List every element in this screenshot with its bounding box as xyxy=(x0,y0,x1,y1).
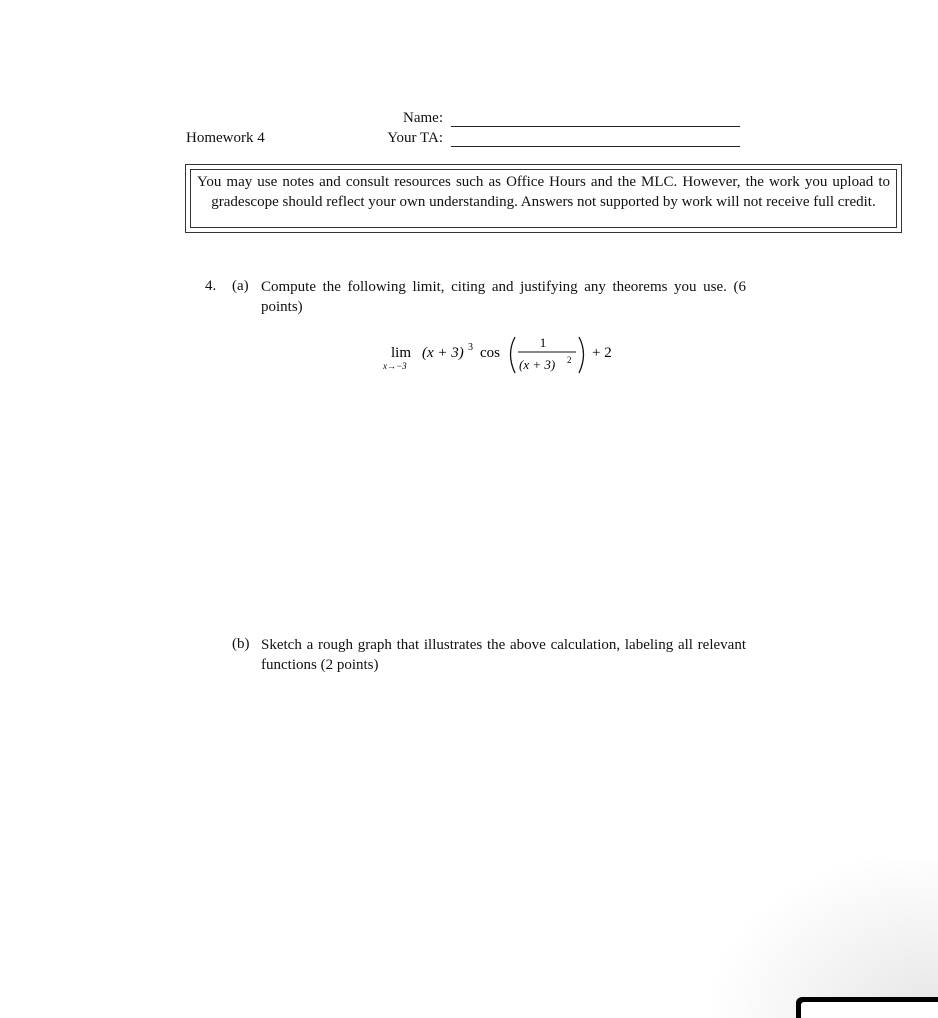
name-blank-line xyxy=(451,126,740,127)
formula-exponent: 3 xyxy=(468,342,473,353)
question-number: 4. xyxy=(205,278,217,294)
formula-denominator: (x + 3) xyxy=(519,357,556,372)
formula-numerator: 1 xyxy=(539,335,547,350)
limit-formula xyxy=(383,330,633,378)
page-corner-overlay-inner xyxy=(801,1002,938,1018)
page-corner-shadow xyxy=(718,858,938,1018)
name-label: Name: xyxy=(403,110,443,126)
page-corner-overlay xyxy=(796,997,938,1018)
formula-cos: cos xyxy=(480,345,500,361)
part-a-label: (a) xyxy=(232,278,249,294)
formula-tail: + 2 xyxy=(592,345,612,361)
notice-box xyxy=(185,164,902,233)
part-b-prompt: Sketch a rough graph that illustrates the above calculation, labeling all relevant functions (2 points) xyxy=(261,637,746,673)
formula-denominator-exponent: 2 xyxy=(567,355,572,365)
homework-title: Homework 4 xyxy=(186,130,265,146)
formula-right-paren xyxy=(579,337,584,373)
formula-left-paren xyxy=(511,337,516,373)
formula-lim: lim xyxy=(391,345,412,361)
part-b-label: (b) xyxy=(232,636,250,652)
notice-text: You may use notes and consult resources such as Office Hours and the MLC. However, the work you upload to gradescope should reflect your own understanding. Answers not supported by work will not receive full credit. xyxy=(190,169,897,228)
formula-lim-subscript: x→−3 xyxy=(383,361,407,371)
ta-label: Your TA: xyxy=(387,130,443,146)
ta-blank-line xyxy=(451,146,740,147)
formula-base: (x + 3) xyxy=(422,345,464,361)
part-a-prompt: Compute the following limit, citing and justifying any theorems you use. (6 points) xyxy=(261,279,746,315)
